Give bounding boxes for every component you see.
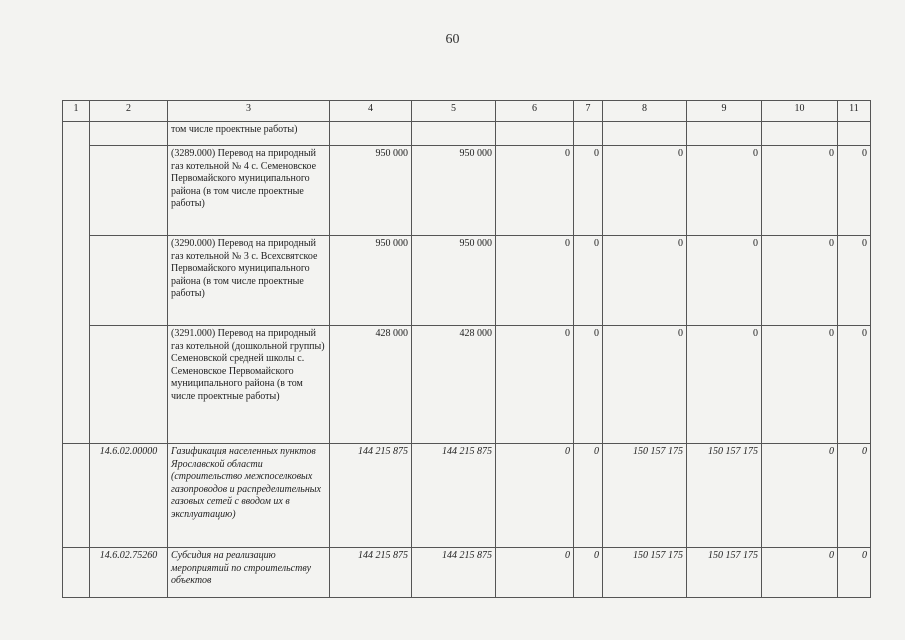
row-number-cell (63, 548, 90, 598)
name-cell: (3289.000) Перевод на природный газ котельной № 4 с. Семеновское Первомайского муниципального района (в том числе проектные работы) (168, 146, 330, 236)
col6-cell: 0 (496, 444, 574, 548)
col6-cell: 0 (496, 326, 574, 444)
col5-cell: 950 000 (412, 236, 496, 326)
header-col-9: 9 (687, 101, 762, 122)
col8-cell: 150 157 175 (603, 548, 687, 598)
col9-cell: 150 157 175 (687, 444, 762, 548)
col7-cell (574, 122, 603, 146)
col5-cell: 144 215 875 (412, 548, 496, 598)
table-row (63, 326, 871, 444)
budget-table (62, 100, 871, 598)
col6-cell (496, 122, 574, 146)
name-cell: том числе проектные работы) (168, 122, 330, 146)
name-cell: Газификация населенных пунктов Ярославской области (строительство межпоселковых газопроводов и распределительных газовых сетей с вводом их в эксплуатацию) (168, 444, 330, 548)
name-cell: (3291.000) Перевод на природный газ котельной (дошкольной группы) Семеновской средней школы с. Семеновское Первомайского муниципального района (в том числе проектные работы) (168, 326, 330, 444)
col8-cell: 0 (603, 326, 687, 444)
table-header-row (63, 101, 871, 122)
col10-cell: 0 (762, 236, 838, 326)
code-cell (90, 326, 168, 444)
col4-cell: 428 000 (330, 326, 412, 444)
col5-cell: 428 000 (412, 326, 496, 444)
table-row (63, 122, 871, 146)
col11-cell: 0 (838, 548, 871, 598)
col9-cell (687, 122, 762, 146)
col4-cell: 950 000 (330, 146, 412, 236)
table-row (63, 444, 871, 548)
col7-cell: 0 (574, 236, 603, 326)
col11-cell: 0 (838, 326, 871, 444)
col9-cell: 0 (687, 326, 762, 444)
col6-cell: 0 (496, 236, 574, 326)
col9-cell: 0 (687, 236, 762, 326)
header-col-5: 5 (412, 101, 496, 122)
col5-cell (412, 122, 496, 146)
name-cell: (3290.000) Перевод на природный газ котельной № 3 с. Всехсвятское Первомайского муниципального района (в том числе проектные работы) (168, 236, 330, 326)
header-col-4: 4 (330, 101, 412, 122)
table-row (63, 548, 871, 598)
col6-cell: 0 (496, 548, 574, 598)
header-col-3: 3 (168, 101, 330, 122)
header-col-11: 11 (838, 101, 871, 122)
code-cell (90, 236, 168, 326)
col7-cell: 0 (574, 146, 603, 236)
col10-cell (762, 122, 838, 146)
code-cell (90, 122, 168, 146)
col11-cell: 0 (838, 236, 871, 326)
col11-cell (838, 122, 871, 146)
header-col-2: 2 (90, 101, 168, 122)
col9-cell: 0 (687, 146, 762, 236)
header-col-10: 10 (762, 101, 838, 122)
col4-cell: 950 000 (330, 236, 412, 326)
row-number-cell (63, 444, 90, 548)
header-col-1: 1 (63, 101, 90, 122)
col4-cell (330, 122, 412, 146)
col8-cell: 0 (603, 146, 687, 236)
col11-cell: 0 (838, 444, 871, 548)
code-cell (90, 146, 168, 236)
header-col-8: 8 (603, 101, 687, 122)
col8-cell: 0 (603, 236, 687, 326)
name-cell: Субсидия на реализацию мероприятий по строительству объектов (168, 548, 330, 598)
page-number: 60 (445, 32, 460, 47)
header-col-6: 6 (496, 101, 574, 122)
table-row (63, 236, 871, 326)
col6-cell: 0 (496, 146, 574, 236)
table-row (63, 146, 871, 236)
col9-cell: 150 157 175 (687, 548, 762, 598)
col10-cell: 0 (762, 444, 838, 548)
col10-cell: 0 (762, 326, 838, 444)
code-cell: 14.6.02.75260 (90, 548, 168, 598)
col5-cell: 950 000 (412, 146, 496, 236)
col7-cell: 0 (574, 548, 603, 598)
col8-cell: 150 157 175 (603, 444, 687, 548)
col4-cell: 144 215 875 (330, 548, 412, 598)
col7-cell: 0 (574, 444, 603, 548)
code-cell: 14.6.02.00000 (90, 444, 168, 548)
col10-cell: 0 (762, 548, 838, 598)
row-number-cell (63, 122, 90, 444)
col10-cell: 0 (762, 146, 838, 236)
header-col-7: 7 (574, 101, 603, 122)
col5-cell: 144 215 875 (412, 444, 496, 548)
col7-cell: 0 (574, 326, 603, 444)
col4-cell: 144 215 875 (330, 444, 412, 548)
col11-cell: 0 (838, 146, 871, 236)
col8-cell (603, 122, 687, 146)
